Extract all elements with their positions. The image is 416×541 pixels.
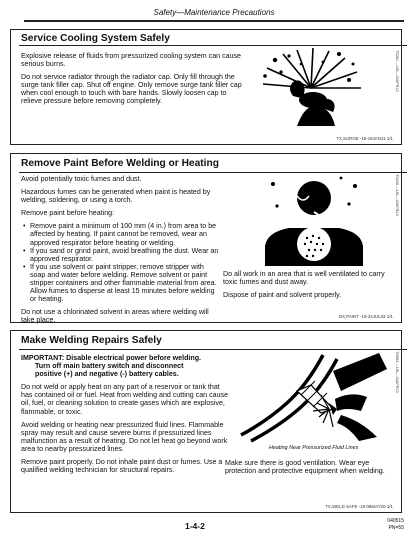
section-title: Service Cooling System Safely (21, 33, 170, 44)
section-code: TX,WELD SAFE -19-08MAY20-1/1 (325, 504, 393, 509)
paragraph: Explosive release of fluids from pressurized cooling system can cause serious burns. (21, 52, 242, 69)
section-title: Make Welding Repairs Safely (21, 335, 162, 346)
paragraph: Do not weld or apply heat on any part of a reservoir or tank that has contained oil or fuel. Heat from welding and cutting can cause oil, fuel, or cleaning solution to create gases which are explosive, flammable, or toxic. (21, 383, 229, 416)
paragraph: Avoid potentially toxic fumes and dust. (21, 175, 142, 183)
section-welding-repairs (10, 330, 402, 513)
section-code: DX,PAINT -19-24JUL02-1/1 (338, 314, 393, 319)
page-header (24, 8, 404, 22)
footer-codes (387, 518, 404, 532)
section-body (21, 52, 243, 111)
paragraph: Hazardous fumes can be generated when paint is heated by welding, soldering, or using a torch. (21, 188, 211, 205)
pressurized-cap-burn-illustration (253, 48, 373, 132)
list-item: • Remove paint a minimum of 100 mm (4 in.) from area to be affected by heating. If paint cannot be removed, wear an approved respirator before heating or welding. (30, 222, 219, 246)
important-notice (21, 354, 229, 378)
section-right-body (225, 459, 395, 480)
bullet-list (21, 222, 219, 303)
section-body (21, 354, 229, 479)
toxic-fumes-illustration (255, 174, 373, 266)
paragraph: Avoid welding or heating near pressurized fluid lines. Flammable spray may result and cause severe burns if pressurized lines malfunction as a result of heating. Do not let heat go beyond work area to nearby pressurized lines. (21, 420, 228, 453)
figure-code: TS281 —UN—15APR13 (395, 50, 399, 92)
section-cooling-system (10, 29, 402, 145)
footer-pn: PN=55 (388, 525, 404, 531)
paragraph: Remove paint before heating: (21, 209, 115, 218)
list-item: • If you use solvent or paint stripper, remove stripper with soap and water before welding. Remove solvent or paint stripper containers and other flammable material from area. Allow fumes to disperse at least 15 minutes before welding or heating. (30, 263, 219, 303)
important-line: IMPORTANT: Disable electrical power before welding. (21, 354, 202, 362)
title-rule (19, 349, 407, 350)
important-line: positive (+) and negative (-) battery cables. (35, 370, 179, 379)
important-line: Turn off main battery switch and disconnect (35, 362, 184, 371)
paragraph: Do not service radiator through the radiator cap. Only fill through the surge tank filler cap. Shut off engine. Only remove surge tank filler cap when cool enough to touch with bare hands. Slowly loosen cap to relieve pressure before removing completely. (21, 73, 242, 106)
title-rule (19, 45, 407, 46)
footer-small-code: 040515 (387, 518, 404, 524)
page-number: 1-4-2 (185, 521, 205, 531)
welding-near-lines-illustration (237, 351, 389, 443)
section-code: TX,SURGE -19-19JAN11-1/1 (336, 136, 393, 141)
section-title: Remove Paint Before Welding or Heating (21, 158, 219, 169)
figure-code: TS953 —UN—15APR13 (395, 351, 399, 393)
paragraph: Do not use a chlorinated solvent in areas where welding will take place. (21, 308, 209, 325)
paragraph: Do all work in an area that is well ventilated to carry toxic fumes and dust away. (223, 270, 385, 287)
section-right-body (223, 270, 393, 304)
paragraph: Remove paint properly. Do not inhale paint dust or fumes. Use a qualified welding technician for structural repairs. (21, 458, 223, 475)
figure-caption: Heating Near Pressurized Fluid Lines (269, 445, 359, 451)
title-rule (19, 172, 407, 173)
paragraph: Make sure there is good ventilation. Wear eye protection and protective equipment when welding. (225, 459, 385, 476)
section-remove-paint (10, 153, 402, 323)
header-title: Safety—Maintenance Precautions (153, 8, 275, 17)
paragraph: Dispose of paint and solvent properly. (223, 291, 342, 300)
section-body (21, 175, 219, 330)
figure-code: TS220 —UN—15APR13 (395, 174, 399, 216)
list-item: • If you sand or grind paint, avoid breathing the dust. Wear an approved respirator. (30, 247, 219, 263)
